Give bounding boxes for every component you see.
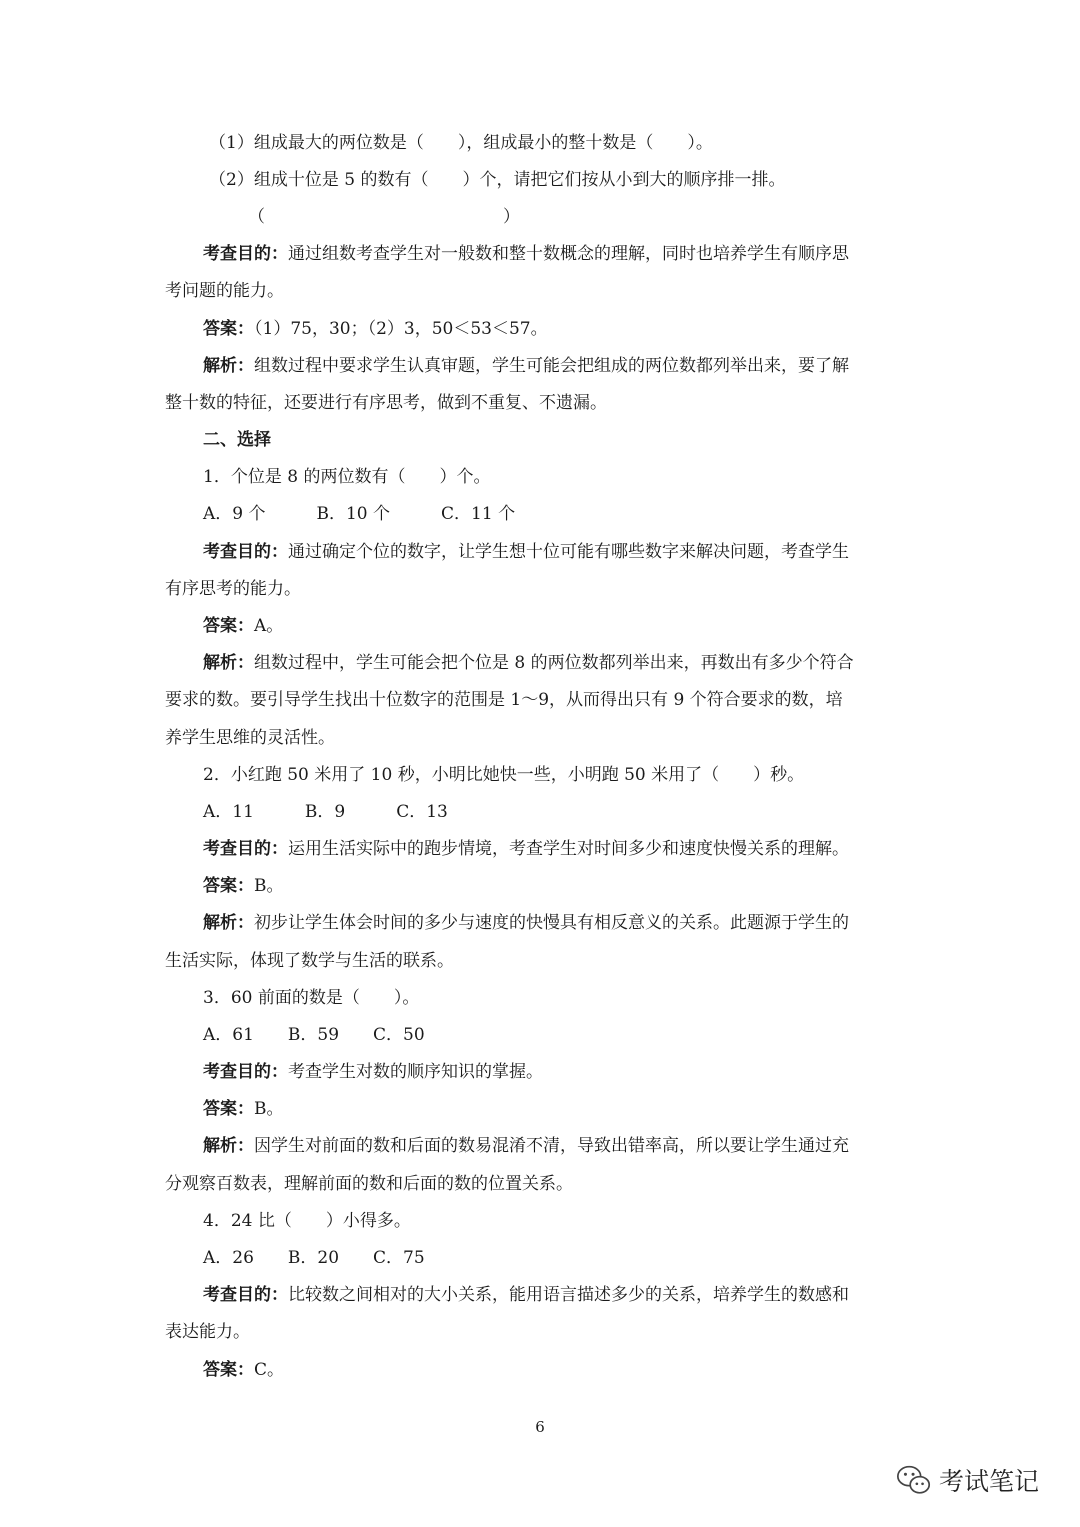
purpose-text: 通过确定个位的数字，让学生想十位可能有哪些数字来解决问题，考查学生 <box>288 542 849 562</box>
answer-paragraph <box>203 875 284 897</box>
analysis-paragraph <box>203 652 854 674</box>
section-title-text: 二、选择 <box>203 430 271 450</box>
analysis-text-cont: 整十数的特征，还要进行有序思考，做到不重复、不遗漏。 <box>165 393 607 413</box>
analysis-text: 初步让学生体会时间的多少与速度的快慢具有相反意义的关系。此题源于学生的 <box>254 913 849 933</box>
analysis-text: 组数过程中，学生可能会把个位是 8 的两位数都列举出来，再数出有多少个符合 <box>254 653 854 673</box>
answer-text: B。 <box>254 876 284 896</box>
analysis-paragraph <box>203 1135 849 1157</box>
answer-paragraph <box>203 318 548 340</box>
answer-paragraph <box>203 1098 284 1120</box>
answer-text: C。 <box>254 1360 285 1380</box>
watermark-text: 考试笔记 <box>939 1467 1040 1496</box>
options-1: A．9 个 B．10 个 C．11 个 <box>203 504 516 524</box>
answer-paragraph <box>203 1359 284 1381</box>
purpose-label: 考查目的： <box>203 839 288 859</box>
analysis-label: 解析： <box>203 1136 254 1156</box>
purpose-text: 通过组数考查学生对一般数和整十数概念的理解，同时也培养学生有顺序思 <box>288 244 849 264</box>
analysis-paragraph <box>203 355 849 377</box>
answer-text: （1）75，30；（2）3，50＜53＜57。 <box>254 319 548 339</box>
question-4: 4．24 比（ ）小得多。 <box>203 1211 411 1231</box>
purpose-paragraph <box>203 243 849 265</box>
purpose-text: 考查学生对数的顺序知识的掌握。 <box>288 1062 543 1082</box>
options-4: A．26 B．20 C．75 <box>203 1248 425 1268</box>
question-1: 1．个位是 8 的两位数有（ ）个。 <box>203 467 491 487</box>
answer-text: A。 <box>254 616 284 636</box>
analysis-paragraph <box>203 912 849 934</box>
answer-paragraph <box>203 615 283 637</box>
options-2: A．11 B．9 C．13 <box>203 802 448 822</box>
question-1-2: （2）组成十位是 5 的数有（ ）个，请把它们按从小到大的顺序排一排。 <box>209 170 786 190</box>
analysis-label: 解析： <box>203 653 254 673</box>
answer-label: 答案： <box>203 1099 254 1119</box>
analysis-label: 解析： <box>203 913 254 933</box>
purpose-label: 考查目的： <box>203 1285 288 1305</box>
wechat-icon <box>895 1461 933 1499</box>
purpose-paragraph <box>203 1284 849 1306</box>
purpose-paragraph <box>203 1061 543 1083</box>
question-3: 3．60 前面的数是（ ）。 <box>203 988 420 1008</box>
purpose-label: 考查目的： <box>203 244 288 264</box>
purpose-text: 运用生活实际中的跑步情境，考查学生对时间多少和速度快慢关系的理解。 <box>288 839 849 859</box>
purpose-text-cont: 考问题的能力。 <box>165 281 284 301</box>
answer-label: 答案： <box>203 616 254 636</box>
section-title <box>203 429 271 451</box>
purpose-paragraph <box>203 541 849 563</box>
purpose-text-cont: 有序思考的能力。 <box>165 579 301 599</box>
answer-blank: （ ） <box>248 207 520 227</box>
answer-label: 答案： <box>203 876 254 896</box>
options-3: A．61 B．59 C．50 <box>203 1025 425 1045</box>
analysis-text: 因学生对前面的数和后面的数易混淆不清，导致出错率高，所以要让学生通过充 <box>254 1136 849 1156</box>
analysis-text-cont: 要求的数。要引导学生找出十位数字的范围是 1～9，从而得出只有 9 个符合要求的数，培 <box>165 690 843 710</box>
answer-label: 答案： <box>203 1360 254 1380</box>
page-number: 6 <box>535 1418 545 1436</box>
analysis-text: 组数过程中要求学生认真审题，学生可能会把组成的两位数都列举出来，要了解 <box>254 356 849 376</box>
analysis-label: 解析： <box>203 356 254 376</box>
question-1-1: （1）组成最大的两位数是（ ），组成最小的整十数是（ ）。 <box>209 133 713 153</box>
purpose-paragraph <box>203 838 849 860</box>
answer-label: 答案： <box>203 319 254 339</box>
analysis-text-cont: 生活实际，体现了数学与生活的联系。 <box>165 951 454 971</box>
watermark <box>895 1458 1039 1502</box>
purpose-label: 考查目的： <box>203 1062 288 1082</box>
purpose-text-cont: 表达能力。 <box>165 1322 250 1342</box>
analysis-text-cont: 养学生思维的灵活性。 <box>165 728 335 748</box>
purpose-text: 比较数之间相对的大小关系，能用语言描述多少的关系，培养学生的数感和 <box>288 1285 849 1305</box>
answer-text: B。 <box>254 1099 284 1119</box>
analysis-text-cont: 分观察百数表，理解前面的数和后面的数的位置关系。 <box>165 1174 573 1194</box>
purpose-label: 考查目的： <box>203 542 288 562</box>
question-2: 2．小红跑 50 米用了 10 秒，小明比她快一些，小明跑 50 米用了（ ）秒。 <box>203 765 805 785</box>
